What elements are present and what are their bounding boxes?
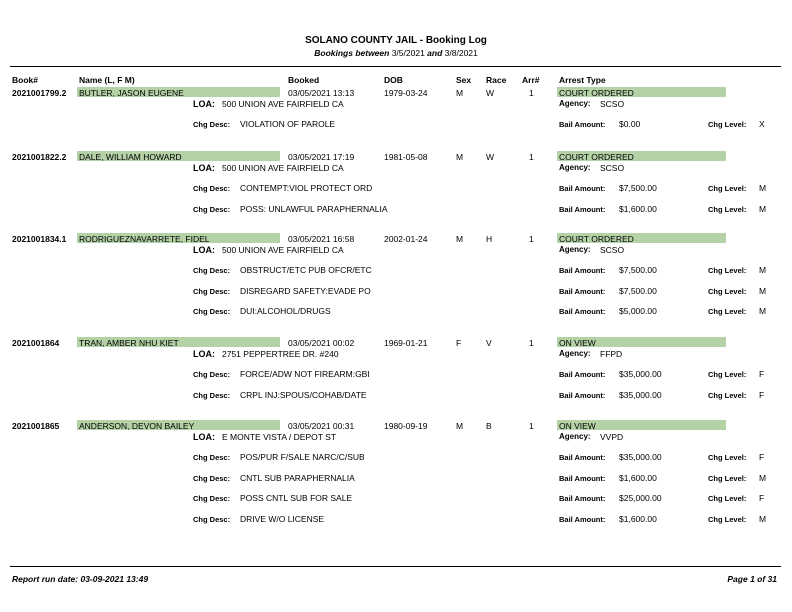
chg-level-label: Chg Level: — [708, 473, 747, 483]
race-value: B — [486, 421, 492, 431]
chg-level-label: Chg Level: — [708, 370, 747, 379]
loa-value: 2751 PEPPERTREE DR. #240 — [222, 349, 339, 359]
col-header-dob: DOB — [384, 75, 403, 85]
arrest-type: COURT ORDERED — [559, 234, 634, 244]
arrest-type: ON VIEW — [559, 421, 596, 431]
sex-value: M — [456, 88, 464, 98]
bail-amount-label: Bail Amount: — [559, 390, 606, 400]
inmate-name: RODRIGUEZNAVARRETE, FIDEL — [79, 234, 210, 244]
agency-value: SCSO — [600, 99, 625, 109]
book-number: 2021001822.2 — [12, 152, 67, 162]
race-value: W — [486, 152, 495, 162]
chg-desc-label: Chg Desc: — [193, 473, 231, 483]
col-header-name: Name (L, F M) — [79, 75, 135, 85]
col-header-booked: Booked — [288, 75, 320, 85]
bail-amount-label: Bail Amount: — [559, 266, 606, 275]
bail-amount: $35,000.00 — [619, 369, 662, 379]
date-of-birth: 1981-05-08 — [384, 152, 428, 162]
charge-level: F — [759, 369, 765, 379]
date-of-birth: 1969-01-21 — [384, 338, 428, 348]
chg-desc-label: Chg Desc: — [193, 184, 231, 193]
col-header-book: Book# — [12, 75, 38, 85]
sex-value: F — [456, 338, 462, 348]
date-of-birth: 1980-09-19 — [384, 421, 428, 431]
chg-level-label: Chg Level: — [708, 453, 747, 462]
sex-value: M — [456, 152, 464, 162]
charge-level: M — [759, 265, 767, 275]
bail-amount: $1,600.00 — [619, 472, 657, 483]
book-number: 2021001865 — [12, 421, 60, 431]
chg-level-label: Chg Level: — [708, 286, 747, 296]
book-number: 2021001834.1 — [12, 234, 67, 244]
start-date: 3/5/2021 — [391, 48, 425, 58]
booked-datetime: 03/05/2021 17:19 — [288, 152, 355, 162]
arrest-type: COURT ORDERED — [559, 88, 634, 98]
bail-amount-label: Bail Amount: — [559, 514, 606, 524]
sex-value: M — [456, 421, 464, 431]
arrest-number: 1 — [529, 338, 534, 348]
chg-desc-label: Chg Desc: — [193, 120, 231, 129]
charge-description: CONTEMPT:VIOL PROTECT ORD — [240, 183, 373, 193]
bail-amount-label: Bail Amount: — [559, 120, 606, 129]
agency-label: Agency: — [559, 245, 591, 254]
race-value: H — [486, 234, 493, 244]
chg-desc-label: Chg Desc: — [193, 204, 231, 214]
charge-description: DUI:ALCOHOL/DRUGS — [240, 306, 331, 316]
charge-level: F — [759, 389, 765, 400]
report-run-date: Report run date: 03-09-2021 13:49 — [12, 574, 149, 584]
loa-value: 500 UNION AVE FAIRFIELD CA — [222, 163, 344, 173]
chg-desc-label: Chg Desc: — [193, 390, 231, 400]
chg-desc-label: Chg Desc: — [193, 453, 231, 462]
report-subtitle — [0, 48, 792, 58]
charge-description: POSS CNTL SUB FOR SALE — [240, 493, 353, 503]
col-header-sex: Sex — [456, 75, 472, 85]
bail-amount: $25,000.00 — [619, 493, 662, 503]
col-header-arrest-type: Arrest Type — [559, 75, 606, 85]
footer-rule — [10, 566, 781, 567]
arrest-number: 1 — [529, 234, 534, 244]
date-of-birth: 1979-03-24 — [384, 88, 428, 98]
loa-value: E MONTE VISTA / DEPOT ST — [222, 432, 336, 442]
date-of-birth: 2002-01-24 — [384, 234, 428, 244]
charge-description: FORCE/ADW NOT FIREARM:GBI — [240, 369, 370, 379]
loa-label: LOA: — [193, 349, 215, 359]
race-value: V — [486, 338, 492, 348]
chg-desc-label: Chg Desc: — [193, 514, 231, 524]
bail-amount-label: Bail Amount: — [559, 473, 606, 483]
subtitle-and: and — [427, 48, 443, 58]
charge-description: DRIVE W/O LICENSE — [240, 513, 325, 524]
header-rule — [10, 66, 781, 67]
chg-desc-label: Chg Desc: — [193, 307, 231, 316]
booked-datetime: 03/05/2021 13:13 — [288, 88, 355, 98]
inmate-name: BUTLER, JASON EUGENE — [79, 88, 184, 98]
loa-label: LOA: — [193, 432, 215, 442]
report-title: SOLANO COUNTY JAIL - Booking Log — [305, 35, 487, 46]
arrest-number: 1 — [529, 152, 534, 162]
bail-amount: $1,600.00 — [619, 513, 657, 524]
bail-amount: $7,500.00 — [619, 285, 657, 296]
charge-description: DISREGARD SAFETY:EVADE PO — [240, 285, 371, 296]
agency-label: Agency: — [559, 432, 591, 441]
arrest-number: 1 — [529, 88, 534, 98]
charge-description: VIOLATION OF PAROLE — [240, 119, 336, 129]
bail-amount-label: Bail Amount: — [559, 184, 606, 193]
bail-amount: $5,000.00 — [619, 306, 657, 316]
loa-value: 500 UNION AVE FAIRFIELD CA — [222, 99, 344, 109]
agency-value: SCSO — [600, 163, 625, 173]
charge-level: M — [759, 285, 767, 296]
chg-level-label: Chg Level: — [708, 184, 747, 193]
book-number: 2021001799.2 — [12, 88, 67, 98]
col-header-race: Race — [486, 75, 507, 85]
arrest-type: ON VIEW — [559, 338, 596, 348]
subtitle-prefix: Bookings between — [314, 48, 390, 58]
bail-amount: $7,500.00 — [619, 265, 657, 275]
charge-description: POSS: UNLAWFUL PARAPHERNALIA — [240, 203, 388, 214]
bail-amount: $35,000.00 — [619, 389, 662, 400]
chg-level-label: Chg Level: — [708, 514, 747, 524]
booked-datetime: 03/05/2021 16:58 — [288, 234, 355, 244]
chg-desc-label: Chg Desc: — [193, 494, 231, 503]
charge-level: M — [759, 472, 767, 483]
charge-description: CRPL INJ:SPOUS/COHAB/DATE — [240, 389, 367, 400]
loa-label: LOA: — [193, 99, 215, 109]
charge-description: CNTL SUB PARAPHERNALIA — [240, 472, 355, 483]
agency-label: Agency: — [559, 349, 591, 358]
bail-amount-label: Bail Amount: — [559, 286, 606, 296]
chg-desc-label: Chg Desc: — [193, 286, 231, 296]
chg-level-label: Chg Level: — [708, 494, 747, 503]
chg-level-label: Chg Level: — [708, 307, 747, 316]
inmate-name: ANDERSON, DEVON BAILEY — [79, 421, 195, 431]
arrest-number: 1 — [529, 421, 534, 431]
charge-level: M — [759, 183, 767, 193]
bail-amount-label: Bail Amount: — [559, 494, 606, 503]
charge-description: POS/PUR F/SALE NARC/C/SUB — [240, 452, 365, 462]
end-date: 3/8/2021 — [444, 48, 478, 58]
inmate-name: DALE, WILLIAM HOWARD — [79, 152, 182, 162]
loa-label: LOA: — [193, 163, 215, 173]
chg-level-label: Chg Level: — [708, 204, 747, 214]
chg-desc-label: Chg Desc: — [193, 266, 231, 275]
inmate-name: TRAN, AMBER NHU KIET — [79, 338, 179, 348]
book-number: 2021001864 — [12, 338, 60, 348]
chg-level-label: Chg Level: — [708, 120, 747, 129]
booked-datetime: 03/05/2021 00:02 — [288, 338, 355, 348]
charge-level: M — [759, 306, 767, 316]
bail-amount-label: Bail Amount: — [559, 453, 606, 462]
charge-level: X — [759, 119, 765, 129]
arrest-type: COURT ORDERED — [559, 152, 634, 162]
charge-description: OBSTRUCT/ETC PUB OFCR/ETC — [240, 265, 372, 275]
bail-amount-label: Bail Amount: — [559, 307, 606, 316]
loa-value: 500 UNION AVE FAIRFIELD CA — [222, 245, 344, 255]
loa-label: LOA: — [193, 245, 215, 255]
bail-amount: $0.00 — [619, 119, 641, 129]
charge-level: M — [759, 203, 767, 214]
chg-level-label: Chg Level: — [708, 266, 747, 275]
chg-level-label: Chg Level: — [708, 390, 747, 400]
charge-level: M — [759, 513, 767, 524]
bail-amount: $1,600.00 — [619, 203, 657, 214]
bail-amount-label: Bail Amount: — [559, 204, 606, 214]
bail-amount: $7,500.00 — [619, 183, 657, 193]
agency-label: Agency: — [559, 163, 591, 172]
page-number: Page 1 of 31 — [727, 574, 777, 584]
booked-datetime: 03/05/2021 00:31 — [288, 421, 355, 431]
agency-value: VVPD — [600, 432, 624, 442]
sex-value: M — [456, 234, 464, 244]
agency-value: SCSO — [600, 245, 625, 255]
chg-desc-label: Chg Desc: — [193, 370, 231, 379]
bail-amount-label: Bail Amount: — [559, 370, 606, 379]
col-header-arr: Arr# — [522, 75, 540, 85]
agency-label: Agency: — [559, 99, 591, 108]
charge-level: F — [759, 493, 765, 503]
bail-amount: $35,000.00 — [619, 452, 662, 462]
agency-value: FFPD — [600, 349, 623, 359]
race-value: W — [486, 88, 495, 98]
charge-level: F — [759, 452, 765, 462]
